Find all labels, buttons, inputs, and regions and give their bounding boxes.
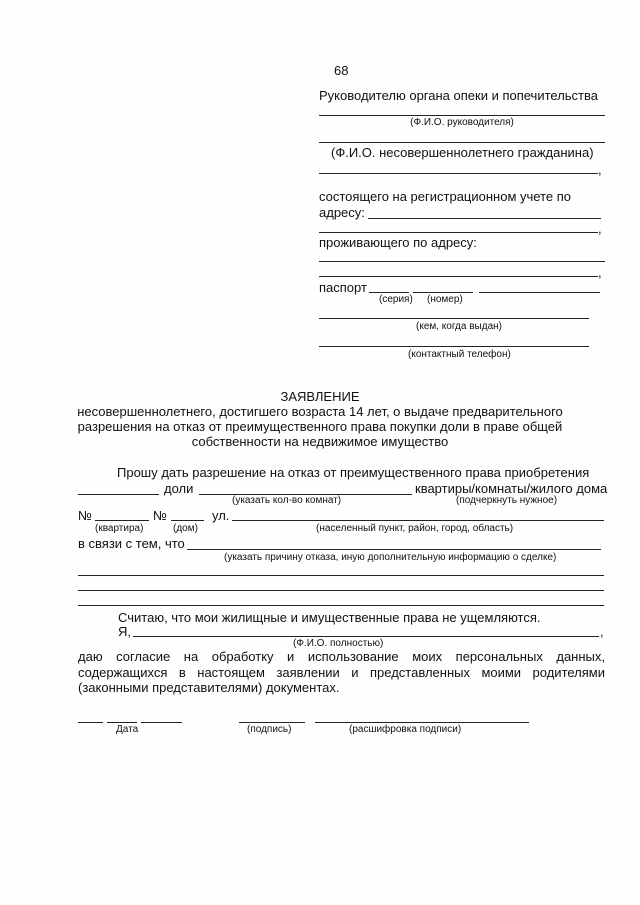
- full-fio-hint: (Ф.И.О. полностью): [293, 638, 384, 649]
- street-label: ул.: [212, 508, 230, 523]
- passport-extra-line: [479, 292, 600, 293]
- page-number: 68: [334, 63, 349, 78]
- issued-hint: (кем, когда выдан): [416, 321, 502, 332]
- minor-fio-label: (Ф.И.О. несовершеннолетнего гражданина): [331, 145, 594, 160]
- doli-label: доли: [164, 481, 194, 496]
- comma: ,: [598, 221, 602, 236]
- date-day-line: [78, 722, 103, 723]
- head-fio-hint: (Ф.И.О. руководителя): [410, 117, 514, 128]
- house-number-line: [171, 520, 204, 521]
- phone-line: [319, 346, 589, 347]
- reason-label: в связи с тем, что: [78, 536, 185, 551]
- passport-series-hint: (серия): [379, 294, 413, 305]
- registered-address-line-2: [319, 232, 598, 233]
- apartment-types: квартиры/комнаты/жилого дома: [415, 481, 608, 496]
- reason-line-2: [78, 575, 604, 576]
- minor-fio-line: [319, 173, 598, 174]
- share-amount-line: [78, 494, 159, 495]
- residing-label: проживающего по адресу:: [319, 235, 477, 250]
- signature-decode-line: [315, 722, 529, 723]
- underline-hint: (подчеркнуть нужное): [456, 495, 558, 506]
- signature-line: [239, 722, 305, 723]
- title-line-3: собственности на недвижимое имущество: [191, 434, 449, 449]
- document-title: ЗАЯВЛЕНИЕ: [280, 389, 360, 404]
- house-number-label: №: [153, 508, 167, 523]
- locality-line: [232, 520, 604, 521]
- registered-address-label: адресу:: [319, 205, 365, 220]
- i-label: Я,: [118, 624, 131, 639]
- date-year-line: [141, 722, 182, 723]
- apartment-number-line: [95, 520, 149, 521]
- date-hint: Дата: [116, 724, 139, 735]
- consent-line-3: (законными представителями) документах.: [78, 680, 340, 695]
- signature-decode-hint: (расшифровка подписи): [349, 724, 462, 735]
- passport-number-hint: (номер): [427, 294, 463, 305]
- passport-series-line: [369, 292, 409, 293]
- issued-line: [319, 318, 589, 319]
- full-fio-line: [133, 636, 599, 637]
- rights-statement: Считаю, что мои жилищные и имущественные права не ущемляются.: [118, 610, 541, 625]
- comma: ,: [598, 162, 602, 177]
- head-fio-line: [319, 115, 605, 116]
- reason-hint: (указать причину отказа, иную дополнительную информацию о сделке): [224, 552, 557, 563]
- date-month-line: [107, 722, 137, 723]
- registered-label: состоящего на регистрационном учете по: [319, 189, 571, 204]
- minor-fio-top-line: [319, 142, 605, 143]
- title-line-1: несовершеннолетнего, достигшего возраста 14 лет, о выдаче предварительного: [77, 404, 563, 419]
- consent-line-2: содержащихся в настоящем заявлении и представленных моими родителями: [78, 665, 605, 680]
- locality-hint: (населенный пункт, район, город, область): [316, 523, 514, 534]
- title-line-2: разрешения на отказ от преимущественного права покупки доли в праве общей: [77, 419, 563, 434]
- house-hint: (дом): [173, 523, 198, 534]
- comma: ,: [598, 265, 602, 280]
- reason-line-4: [78, 605, 604, 606]
- addressee-heading: Руководителю органа опеки и попечительства: [319, 88, 598, 103]
- request-text: Прошу дать разрешение на отказ от преимущественного права приобретения: [117, 465, 590, 480]
- comma: ,: [600, 624, 604, 639]
- passport-label: паспорт: [319, 280, 367, 295]
- consent-line-1: даю согласие на обработку и использование моих персональных данных,: [78, 649, 605, 664]
- signature-hint: (подпись): [247, 724, 292, 735]
- residing-line-1: [319, 261, 605, 262]
- phone-hint: (контактный телефон): [408, 349, 511, 360]
- reason-line-3: [78, 590, 604, 591]
- passport-number-line: [413, 292, 473, 293]
- registered-address-line: [368, 218, 601, 219]
- residing-line-2: [319, 276, 598, 277]
- apartment-hint: (квартира): [95, 523, 144, 534]
- apartment-number-label: №: [78, 508, 92, 523]
- rooms-hint: (указать кол-во комнат): [232, 495, 342, 506]
- reason-line: [187, 549, 601, 550]
